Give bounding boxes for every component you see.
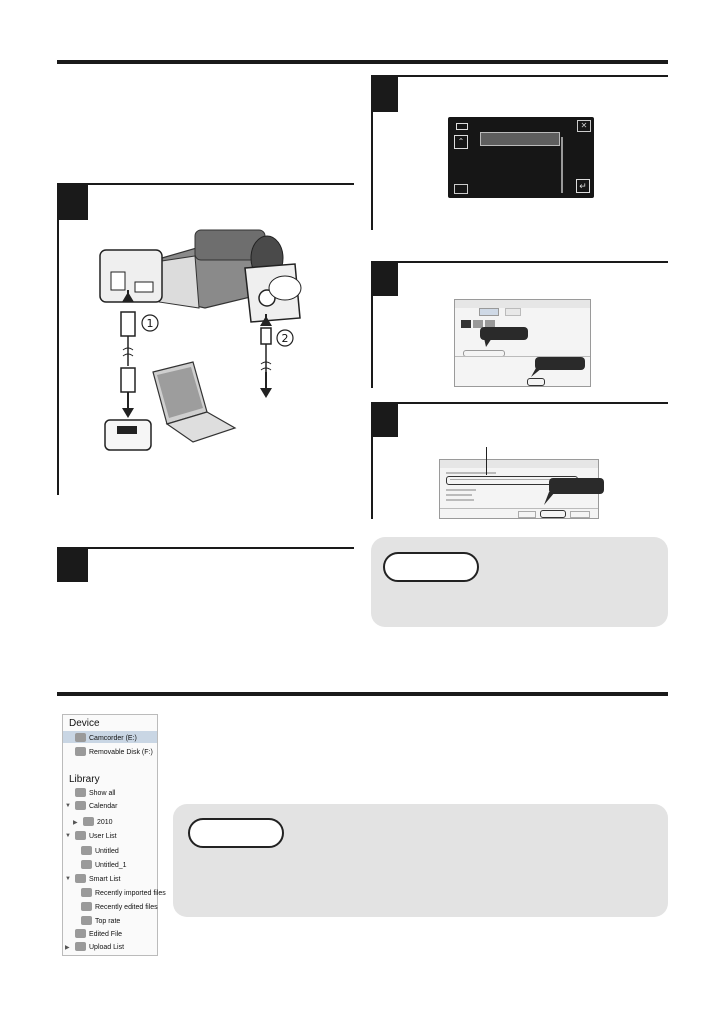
sidebar-item-recently-edited[interactable]: Recently edited files bbox=[81, 902, 158, 911]
close-icon[interactable]: ✕ bbox=[577, 120, 591, 132]
camcorder-icon bbox=[75, 733, 86, 742]
software-screenshot-1 bbox=[454, 299, 591, 387]
sidebar-item-removable-disk[interactable]: Removable Disk (F:) bbox=[75, 747, 153, 756]
cancel-button-outline[interactable] bbox=[570, 511, 590, 518]
edited-file-icon bbox=[75, 929, 86, 938]
sidebar-item-top-rate[interactable]: Top rate bbox=[81, 916, 120, 925]
expand-user-list-icon[interactable]: ▼ bbox=[65, 833, 71, 839]
step-marker-e bbox=[371, 402, 398, 437]
scroll-up-button[interactable]: ⌃ bbox=[454, 135, 468, 149]
bottom-section-rule bbox=[57, 692, 668, 696]
folder-icon bbox=[83, 817, 94, 826]
device-heading: Device bbox=[69, 718, 100, 729]
list-icon bbox=[81, 902, 92, 911]
step-line-d bbox=[371, 261, 373, 388]
callout-label-2 bbox=[535, 357, 585, 370]
user-list-icon bbox=[75, 831, 86, 840]
step-line-e bbox=[371, 402, 373, 519]
sidebar-item-user-list[interactable]: User List bbox=[75, 831, 117, 840]
top-section-rule bbox=[57, 60, 668, 64]
step-rule-c bbox=[371, 75, 668, 77]
pc-usb-port bbox=[105, 420, 151, 450]
step-1-label: 1 bbox=[146, 317, 154, 330]
ok-button-outline[interactable] bbox=[527, 378, 545, 386]
screen-scrollbar[interactable] bbox=[561, 137, 563, 193]
sidebar-item-recently-imported[interactable]: Recently imported files bbox=[81, 888, 166, 897]
disk-icon bbox=[75, 747, 86, 756]
next-button-outline[interactable] bbox=[540, 510, 566, 518]
smart-list-icon bbox=[75, 874, 86, 883]
battery-icon bbox=[456, 123, 468, 130]
sidebar-item-edited-file[interactable]: Edited File bbox=[75, 929, 122, 938]
library-sidebar bbox=[62, 714, 166, 956]
calendar-icon bbox=[75, 801, 86, 810]
step-line-a bbox=[57, 183, 59, 495]
callout-pointer-3 bbox=[543, 492, 555, 506]
step-rule-b bbox=[57, 547, 354, 549]
connection-illustration bbox=[95, 222, 325, 452]
expand-2010-icon[interactable]: ▶ bbox=[73, 820, 78, 826]
show-all-icon bbox=[75, 788, 86, 797]
expand-smart-list-icon[interactable]: ▼ bbox=[65, 876, 71, 882]
step-marker-a bbox=[57, 183, 88, 220]
step-marker-b bbox=[57, 547, 88, 582]
memo-note-box-1 bbox=[371, 537, 668, 627]
back-button-outline[interactable] bbox=[518, 511, 536, 518]
back-icon[interactable]: ↵ bbox=[576, 179, 590, 193]
upload-icon bbox=[75, 942, 86, 951]
callout-label-3 bbox=[549, 478, 604, 494]
sidebar-item-show-all[interactable]: Show all bbox=[75, 788, 115, 797]
expand-upload-list-icon[interactable]: ▶ bbox=[65, 945, 70, 951]
step-line-c bbox=[371, 75, 373, 230]
memo-label-1 bbox=[383, 552, 479, 582]
memo-label-2 bbox=[188, 818, 284, 848]
menu-item-highlight[interactable] bbox=[480, 132, 560, 146]
step-rule-e bbox=[371, 402, 668, 404]
sidebar-item-smart-list[interactable]: Smart List bbox=[75, 874, 121, 883]
camcorder-lcd-screen bbox=[448, 117, 594, 198]
callout-leader-line bbox=[486, 447, 487, 475]
sidebar-item-2010[interactable]: 2010 bbox=[83, 817, 113, 826]
list-icon bbox=[81, 846, 92, 855]
library-heading: Library bbox=[69, 774, 100, 785]
thumbnail-strip bbox=[461, 320, 471, 328]
list-icon bbox=[81, 888, 92, 897]
step-2-label: 2 bbox=[281, 332, 289, 345]
expand-calendar-icon[interactable]: ▼ bbox=[65, 803, 71, 809]
sidebar-item-upload-list[interactable]: Upload List bbox=[75, 942, 124, 951]
step-rule-a bbox=[57, 183, 354, 185]
help-button[interactable] bbox=[454, 184, 468, 194]
sidebar-item-untitled-1[interactable]: Untitled_1 bbox=[81, 860, 127, 869]
step-marker-c bbox=[371, 75, 398, 112]
list-icon bbox=[81, 860, 92, 869]
sidebar-item-calendar[interactable]: Calendar bbox=[75, 801, 117, 810]
sidebar-item-untitled[interactable]: Untitled bbox=[81, 846, 119, 855]
step-rule-d bbox=[371, 261, 668, 263]
list-icon bbox=[81, 916, 92, 925]
callout-pointer-1 bbox=[484, 338, 494, 348]
laptop-illustration bbox=[153, 362, 235, 442]
step-marker-d bbox=[371, 261, 398, 296]
usb-port-closeup bbox=[100, 250, 162, 302]
callout-pointer-2 bbox=[530, 368, 542, 378]
sidebar-item-camcorder[interactable]: Camcorder (E:) bbox=[75, 733, 137, 742]
